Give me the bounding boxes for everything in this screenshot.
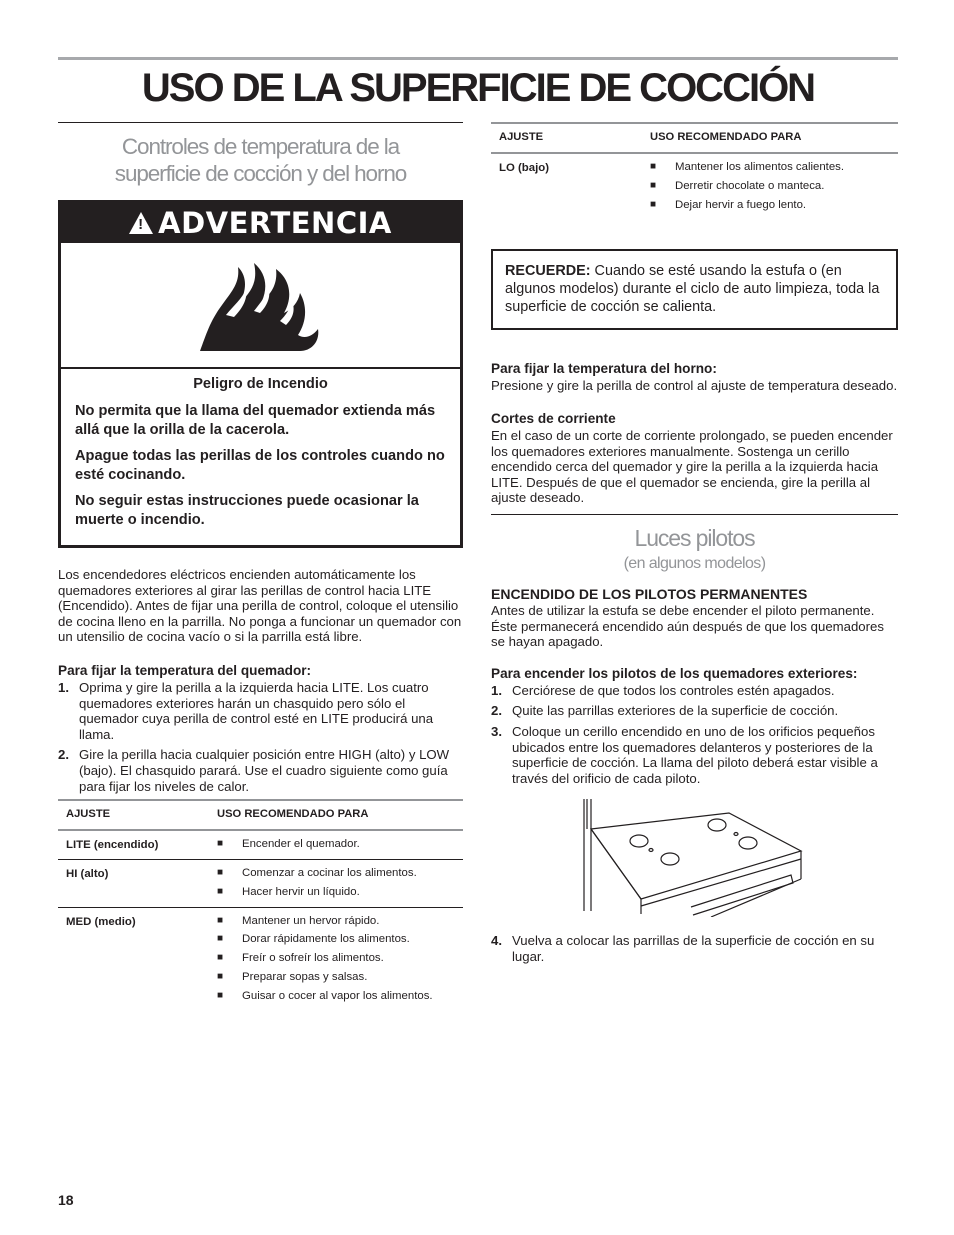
cooktop-icon [581,799,811,917]
bullet-square-icon: ■ [217,952,224,964]
list-item: 3. Coloque un cerillo encendido en uno de los orificios pequeños ubicados entre los quemadores delanteros y posteriores de la superficie de cocción. La llama del piloto deberá estar visible a través del orificio de cada piloto. [491,723,878,786]
list-item: 4. Vuelva a colocar las parrillas de la superficie de cocción en su lugar. [491,933,875,964]
section-heading-line-1: Controles de temperatura de la [121,134,400,159]
light-pilot-steps [491,683,898,787]
section-heading-controls [58,133,463,187]
table-row: HI (alto) ■ Comenzar a cocinar los alimentos. ■ Hacer hervir un líquido. [58,859,463,907]
section-rule [58,122,463,123]
warning-image [61,243,460,369]
power-text: En el caso de un corte de corriente prolongado, se pueden encender los quemadores exteriores manualmente. Sostenga un cerillo encendido cerca del quemador y gire la perilla a la izquierda hacia LITE. Después de que el quemador se encienda, gire la perilla al ajuste deseado. [491,427,893,506]
bullet-square-icon: ■ [217,933,224,945]
bullet-square-icon: ■ [217,914,224,926]
oven-text: Presione y gire la perilla de control al ajuste de temperatura deseado. [491,378,898,394]
column-header-setting: AJUSTE [58,800,209,830]
pilot-heading: Luces pilotos [634,524,755,551]
list-item: 2. Gire la perilla hacia cualquier posición entre HIGH (alto) y LOW (bajo). El chasquido parará. Use el cuadro siguiente como guía para fijar los niveles de calor. [58,747,450,794]
warning-item: Apague todas las perillas de los controles cuando no esté cocinando. [75,448,445,483]
list-item: 2. Quite las parrillas exteriores de la superficie de cocción. [491,703,839,719]
bullet-square-icon: ■ [217,838,224,850]
bullet-square-icon: ■ [217,970,224,982]
fire-flame-icon [196,255,326,355]
bullet-square-icon: ■ [650,179,657,191]
column-header-use: USO RECOMENDADO PARA [209,800,463,830]
warning-hazard: Peligro de Incendio [193,376,328,392]
standing-pilot-heading: ENCENDIDO DE LOS PILOTOS PERMANENTES [491,585,808,602]
warning-triangle-icon: ! [129,212,153,234]
column-header-setting: AJUSTE [491,123,642,153]
standing-pilot-text: Antes de utilizar la estufa se debe encender el piloto permanente. Éste permanecerá encendido aún después de que los quemadores se hayan apagado. [491,602,884,650]
list-item: ■ Hacer hervir un líquido. [217,883,463,902]
settings-table [58,799,463,1010]
cooktop-illustration [581,799,811,917]
warning-header [61,203,460,243]
list-item: ■ Dejar hervir a fuego lento. [650,196,898,215]
list-item: ■ Encender el quemador. [217,835,463,854]
section-heading-line-2: superficie de cocción y del horno [114,161,407,186]
list-item: ■ Dorar rápidamente los alimentos. [217,930,463,949]
right-column [491,122,898,969]
table-header-row [58,800,463,830]
left-column [58,122,463,1011]
bullet-square-icon: ■ [217,989,224,1001]
list-item: ■ Mantener un hervor rápido. [217,912,463,931]
list-item: 1. Cerciórese de que todos los controles estén apagados. [491,682,835,698]
warning-title: ADVERTENCIA [158,206,392,240]
bullet-square-icon: ■ [650,198,657,210]
list-item: ■ Mantener los alimentos calientes. [650,158,898,177]
light-pilots-heading: Para encender los pilotos de los quemadores exteriores: [491,665,858,681]
power-heading: Cortes de corriente [491,410,616,426]
list-item: ■ Freír o sofreír los alimentos. [217,949,463,968]
table-row: LITE (encendido) ■ Encender el quemador. [58,830,463,859]
table-row: MED (medio) ■ Mantener un hervor rápido. ■ Dorar rápidamente los alimentos. ■ Freír o sofreír los alimentos. ■ Preparar sopas y salsas. ■ Guisar o cocer al vapor los alimentos. [58,907,463,1010]
bullet-square-icon: ■ [217,866,224,878]
warning-body [61,369,460,545]
burner-steps [58,680,463,794]
remember-label: RECUERDE: [505,263,591,280]
warning-box [58,200,463,548]
list-item: ■ Guisar o cocer al vapor los alimentos. [217,987,463,1006]
list-item: ■ Preparar sopas y salsas. [217,968,463,987]
list-item: 1. Oprima y gire la perilla a la izquierda hacia LITE. Los cuatro quemadores exteriores harán un chasquido pero sólo el quemador cuya perilla de control esté en LITE producirá una llama. [58,679,434,742]
remember-text: Cuando se esté usando la estufa o (en algunos modelos) durante el ciclo de auto limpieza, toda la superficie de cocción se calienta. [505,263,880,316]
column-header-use: USO RECOMENDADO PARA [642,123,898,153]
section-rule [491,514,898,515]
page-number: 18 [58,1192,74,1208]
bullet-square-icon: ■ [217,885,224,897]
burner-heading: Para fijar la temperatura del quemador: [58,662,312,678]
settings-table-continued [491,122,898,219]
page-title: USO DE LA SUPERFICIE DE COCCIÓN [141,66,815,110]
list-item: ■ Comenzar a cocinar los alimentos. [217,864,463,883]
bullet-square-icon: ■ [650,161,657,172]
warning-item: No seguir estas instrucciones puede ocasionar la muerte o incendio. [75,493,419,528]
warning-item: No permita que la llama del quemador extienda más allá que la orilla de la cacerola. [75,403,436,438]
intro-paragraph: Los encendedores eléctricos encienden automáticamente los quemadores exteriores al girar las perillas de control hacia LITE (Encendido). Antes de fijar una perilla de control, coloque el utensilio de cocina lleno en la parrilla. No ponga a funcionar un quemador con un utensilio de cocina vacío o si la parrilla está libre. [58,567,462,645]
list-item: ■ Derretir chocolate o manteca. [650,177,898,196]
top-rule [58,57,898,60]
oven-heading: Para fijar la temperatura del horno: [491,361,717,377]
light-pilot-steps-final [491,933,898,964]
remember-note [491,249,898,330]
table-header-row [491,123,898,153]
table-row: LO (bajo) ■ Mantener los alimentos calientes. ■ Derretir chocolate o manteca. ■ Dejar hervir a fuego lento. [491,153,898,219]
pilot-subheading: (en algunos modelos) [623,554,766,572]
